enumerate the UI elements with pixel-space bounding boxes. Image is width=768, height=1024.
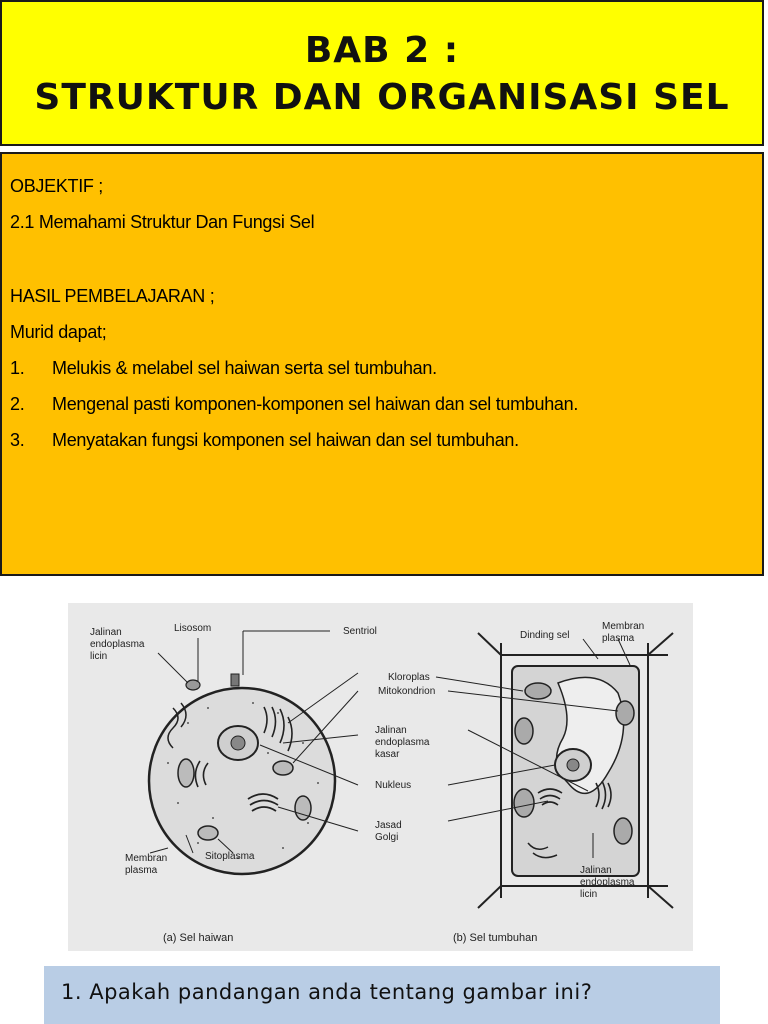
outcome-text: Mengenal pasti komponen-komponen sel haiwan dan sel tumbuhan. [52, 394, 579, 414]
label-lisosom: Lisosom [174, 623, 212, 634]
label-jalinan-licin-b: Jalinan [580, 865, 612, 876]
label-mitokondrion: Mitokondrion [378, 686, 436, 697]
label-jalinan-licin-a: endoplasma [90, 639, 145, 650]
label-jalinan-licin-a: Jalinan [90, 627, 122, 638]
chapter-title: BAB 2 : [304, 30, 460, 71]
label-membran-plasma-b: plasma [602, 633, 635, 644]
label-membran-plasma-a: Membran [125, 853, 168, 864]
outcome-text: Melukis & melabel sel haiwan serta sel tumbuhan. [52, 358, 437, 378]
label-kloroplas: Kloroplas [388, 672, 430, 683]
outcome-intro: Murid dapat; [10, 322, 107, 342]
label-jalinan-kasar: endoplasma [375, 737, 430, 748]
outcome-heading: HASIL PEMBELAJARAN ; [10, 286, 215, 306]
animal-cell [149, 674, 335, 874]
outcome-number: 2. [10, 394, 25, 414]
label-sitoplasma: Sitoplasma [205, 851, 255, 862]
outcome-number: 3. [10, 430, 25, 450]
question-box [44, 966, 720, 1024]
plant-cell [478, 633, 673, 908]
question-text: 1. Apakah pandangan anda tentang gambar ini? [61, 980, 593, 1004]
label-membran-plasma-a: plasma [125, 865, 158, 876]
objective-item: 2.1 Memahami Struktur Dan Fungsi Sel [10, 212, 315, 232]
outcome-item [10, 422, 754, 458]
title-banner [0, 0, 764, 146]
label-jalinan-kasar: kasar [375, 749, 400, 760]
label-jasad-golgi: Golgi [375, 832, 399, 843]
objective-box [0, 152, 764, 576]
cell-diagram [68, 603, 693, 951]
label-nukleus: Nukleus [375, 780, 412, 791]
caption-plant-cell: (b) Sel tumbuhan [453, 932, 538, 944]
label-jasad-golgi: Jasad [375, 820, 402, 831]
label-jalinan-licin-b: licin [580, 889, 598, 900]
outcome-item [10, 350, 754, 386]
label-dinding-sel: Dinding sel [520, 630, 570, 641]
cell-diagram-svg [68, 603, 693, 951]
label-jalinan-kasar: Jalinan [375, 725, 407, 736]
label-jalinan-licin-b: endoplasma [580, 877, 635, 888]
label-sentriol: Sentriol [343, 626, 377, 637]
chapter-subtitle: STRUKTUR DAN ORGANISASI SEL [34, 77, 730, 118]
label-jalinan-licin-a: licin [90, 651, 108, 662]
caption-animal-cell: (a) Sel haiwan [163, 932, 234, 944]
label-membran-plasma-b: Membran [602, 621, 645, 632]
outcome-text: Menyatakan fungsi komponen sel haiwan dan sel tumbuhan. [52, 430, 519, 450]
objective-heading: OBJEKTIF ; [10, 176, 104, 196]
outcome-item [10, 386, 754, 422]
outcome-number: 1. [10, 358, 25, 378]
